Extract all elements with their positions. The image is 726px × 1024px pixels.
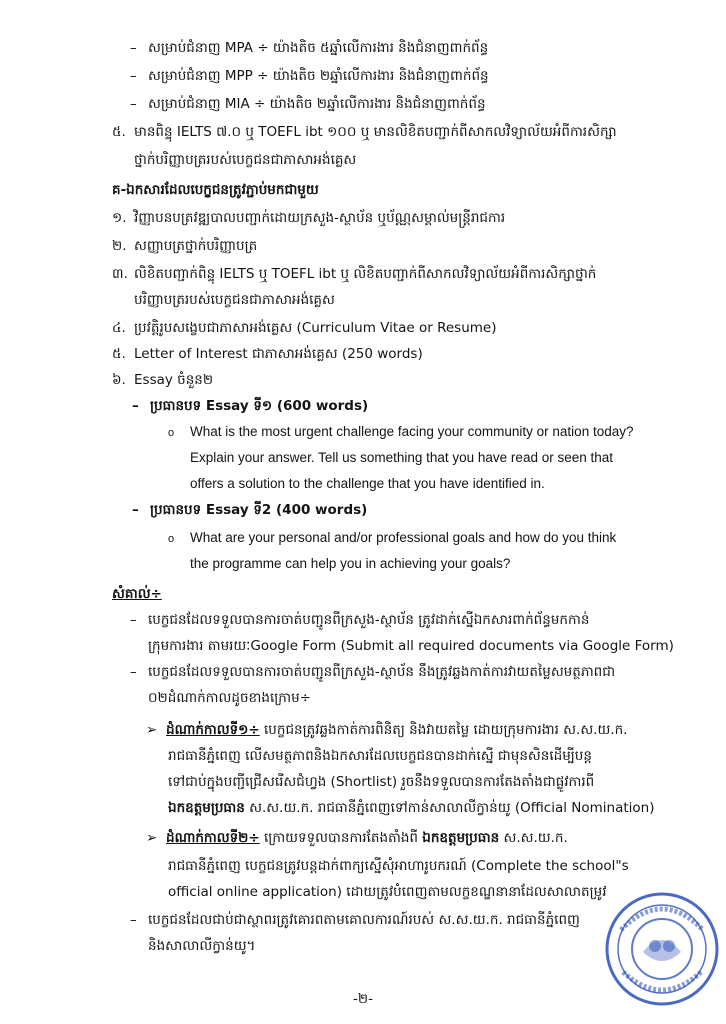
phase-2-cont-2: official online application) ដោយត្រូវបំពេញតាមលក្ខខណ្ឌនានាដែលសាលាតម្រូវ <box>168 884 607 900</box>
note-1: – បេក្ខជនដែលទទួលបានការចាត់បញ្ជូនពីក្រសួង-ស្ថាប័ន ត្រូវដាក់ស្នើឯកសារពាក់ព័ន្ធមកកាន់ <box>130 612 590 628</box>
note-heading: សំគាល់÷ <box>112 586 162 602</box>
note-3: – បេក្ខជនដែលជាប់ជាស្ថាពរត្រូវគោរពតាមគោលការណ៍របស់ ស.ស.យ.ក. រាជធានីភ្នំពេញ <box>130 912 580 928</box>
page-number: -២- <box>353 991 373 1007</box>
bullet-circle-icon: o <box>168 533 175 545</box>
arrow-bullet-icon: ➢ <box>146 722 158 738</box>
section-heading-documents: គ-ឯកសារដែលបេក្ខជនត្រូវភ្ជាប់មកជាមួយ <box>112 182 319 198</box>
doc-item-3-cont: បរិញ្ញាបត្ររបស់បេក្ខជនជាភាសាអង់គ្លេស <box>134 292 335 308</box>
essay-1-question: o What is the most urgent challenge facing your community or nation today? <box>168 422 633 443</box>
note-2-cont: ០២ដំណាក់កាលដូចខាងក្រោម÷ <box>148 690 311 706</box>
doc-item-6: ៦. Essay ចំនួន២ <box>112 372 214 388</box>
arrow-bullet-icon: ➢ <box>146 830 158 846</box>
doc-item-1: ១. វិញ្ញាបនបត្រវឌ្ឍបាលបញ្ជាក់ដោយក្រសួង-ស្ថាប័ន ឬប័ណ្ណសម្គាល់មន្ត្រីរាជការ <box>112 210 506 226</box>
phase-1-cont-2: ទៅជាប់ក្នុងបញ្ជីជ្រើសរើសជំហ្វង (Shortlist) រួចនឹងទទួលបានការតែងតាំងជាផ្លូវការពី <box>168 774 595 790</box>
essay-1-question-2: Explain your answer. Tell us something that you have read or seen that <box>190 450 614 465</box>
line-mpp: – សម្រាប់ជំនាញ MPP ÷ យ៉ាងតិច ២ឆ្នាំលើការងារ និងជំនាញពាក់ព័ន្ធ <box>130 68 489 84</box>
essay-2-title: – ប្រធានបទ Essay ទី2 (400 words) <box>132 502 368 518</box>
doc-item-2: ២. សញ្ញាបត្រថ្នាក់បរិញ្ញាបត្រ <box>112 238 258 254</box>
phase-1-cont-3: ឯកឧត្តមប្រធាន ស.ស.យ.ក. រាជធានីភ្នំពេញទៅកាន់សាលាលីក្វាន់យូ (Official Nomination) <box>168 800 655 816</box>
doc-item-4: ៤. ប្រវត្តិរូបសង្ខេបជាភាសាអង់គ្លេស (Curriculum Vitae or Resume) <box>112 320 497 336</box>
essay-1-question-3: offers a solution to the challenge that you have identified in. <box>190 476 545 491</box>
essay-2-question: o What are your personal and/or professional goals and how do you think <box>168 528 616 549</box>
note-3-cont: និងសាលាលីក្វាន់យូ។ <box>148 938 256 954</box>
line-mia: – សម្រាប់ជំនាញ MIA ÷ យ៉ាងតិច ២ឆ្នាំលើការងារ និងជំនាញពាក់ព័ន្ធ <box>130 96 486 112</box>
note-2: – បេក្ខជនដែលទទួលបានការចាត់បញ្ជូនពីក្រសួង-ស្ថាប័ន នឹងត្រូវឆ្លងកាត់ការវាយតម្លៃសមត្ថភាពជា <box>130 664 616 680</box>
item-5-cont: ថ្នាក់បរិញ្ញាបត្ររបស់បេក្ខជនជាភាសាអង់គ្លេស <box>134 152 357 168</box>
essay-2-question-2: the programme can help you in achieving your goals? <box>190 556 511 571</box>
line-mpa: – សម្រាប់ជំនាញ MPA ÷ យ៉ាងតិច ៥ឆ្នាំលើការងារ និងជំនាញពាក់ព័ន្ធ <box>130 40 489 56</box>
phase-2: ➢ ដំណាក់កាលទី២÷ ក្រោយទទួលបានការតែងតាំងពី ឯកឧត្តមប្រធាន ស.ស.យ.ក. <box>146 830 568 846</box>
bullet-circle-icon: o <box>168 427 175 439</box>
doc-item-3: ៣. លិខិតបញ្ជាក់ពិន្ទុ IELTS ឬ TOEFL ibt ឬ លិខិតបញ្ជាក់ពីសាកលវិទ្យាល័យអំពីការសិក្សាថ្នាក់ <box>112 266 597 282</box>
item-5-ielts: ៥. មានពិន្ទុ IELTS ៧.០ ឬ TOEFL ibt ១០០ ឬ មានលិខិតបញ្ជាក់ពីសាកលវិទ្យាល័យអំពីការសិក្សា <box>112 124 617 140</box>
phase-1-cont-1: រាជធានីភ្នំពេញ លើសមត្ថភាពនិងឯកសារដែលបេក្ខជនបានដាក់ស្នើ ជាមុនសិនដើម្បីបន្ត <box>168 748 592 764</box>
doc-item-5: ៥. Letter of Interest ជាភាសាអង់គ្លេស (250 words) <box>112 346 423 362</box>
phase-1: ➢ ដំណាក់កាលទី១÷ បេក្ខជនត្រូវឆ្លងកាត់ការពិនិត្យ និងវាយតម្លៃ ដោយក្រុមការងារ ស.ស.យ.ក. <box>146 722 628 738</box>
phase-2-cont-1: រាជធានីភ្នំពេញ បេក្ខជនត្រូវបន្តដាក់ពាក្យស្នើសុំអាហារូបករណ៍ (Complete the school"s <box>168 858 629 874</box>
essay-1-title: – ប្រធានបទ Essay ទី១ (600 words) <box>132 398 369 414</box>
note-1-cont: ក្រុមការងារ តាមរយៈGoogle Form (Submit all required documents via Google Form) <box>148 638 674 654</box>
